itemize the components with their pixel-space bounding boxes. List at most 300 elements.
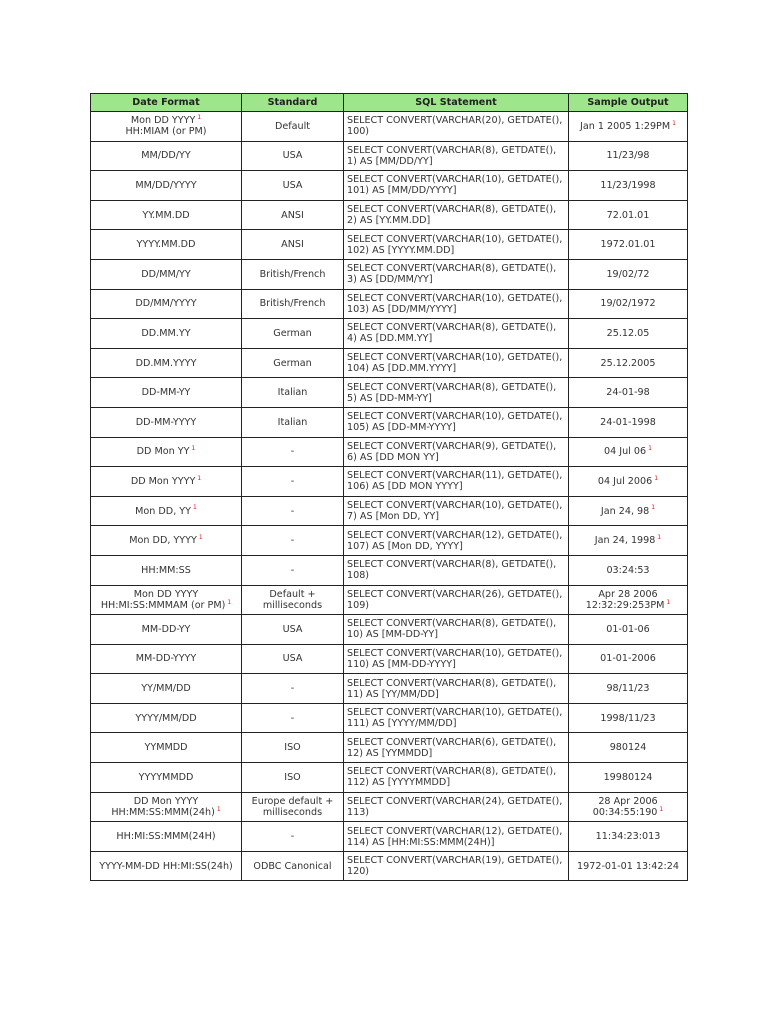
sql-statement-cell-text: SELECT CONVERT(VARCHAR(8), GETDATE(), <box>347 144 557 156</box>
sample-output-cell-line <box>571 535 685 546</box>
sql-statement-cell-line <box>347 263 566 274</box>
footnote-marker: 1 <box>197 474 202 482</box>
standard-cell <box>242 259 344 289</box>
standard-cell <box>242 585 344 615</box>
date-format-cell-line <box>93 861 239 872</box>
date-format-cell-text: DD-MM-YY <box>141 387 191 399</box>
sample-output-cell-text: 12:32:29:253PM <box>585 599 665 611</box>
sample-output-cell-line <box>571 600 685 611</box>
sample-output-cell-line <box>571 653 685 664</box>
sample-output-cell-text: 24-01-1998 <box>600 416 656 428</box>
sql-statement-cell-text: SELECT CONVERT(VARCHAR(8), GETDATE(), <box>347 559 557 571</box>
standard-cell-text: ISO <box>284 771 301 783</box>
table-row <box>91 585 688 615</box>
table-row <box>91 763 688 793</box>
sample-output-cell-line <box>571 742 685 753</box>
standard-cell-text: ODBC Canonical <box>253 860 332 872</box>
sql-statement-cell-text: SELECT CONVERT(VARCHAR(9), GETDATE(), <box>347 440 557 452</box>
sql-statement-cell-line <box>347 422 566 433</box>
date-format-cell <box>91 141 242 171</box>
standard-cell <box>242 319 344 349</box>
sample-output-cell-text: 01-01-2006 <box>600 653 656 665</box>
standard-cell-text: Default <box>274 120 311 132</box>
sql-statement-cell-text: SELECT CONVERT(VARCHAR(8), GETDATE(), <box>347 618 557 630</box>
date-format-cell <box>91 407 242 437</box>
date-format-cell <box>91 289 242 319</box>
sql-statement-cell-text: SELECT CONVERT(VARCHAR(24), GETDATE(), <box>347 795 563 807</box>
sample-output-cell-line <box>571 831 685 842</box>
sql-statement-cell-text: SELECT CONVERT(VARCHAR(10), GETDATE(), <box>347 707 563 719</box>
date-format-cell-line <box>93 683 239 694</box>
sql-statement-cell <box>344 851 569 881</box>
standard-cell-line <box>244 742 341 753</box>
standard-cell <box>242 763 344 793</box>
sample-output-cell-text: 24-01-98 <box>606 387 650 399</box>
date-format-cell-line <box>93 115 239 126</box>
sample-output-cell-line <box>571 565 685 576</box>
table-row <box>91 289 688 319</box>
sql-statement-cell-text: 10) AS [MM-DD-YY] <box>347 629 439 641</box>
date-format-cell-line <box>93 653 239 664</box>
sql-statement-cell-line <box>347 145 566 156</box>
sql-statement-cell-line <box>347 648 566 659</box>
standard-cell <box>242 703 344 733</box>
standard-cell <box>242 822 344 852</box>
footnote-marker: 1 <box>191 445 196 453</box>
sample-output-cell <box>569 289 688 319</box>
sample-output-cell <box>569 851 688 881</box>
sample-output-cell-text: 01-01-06 <box>606 623 650 635</box>
sample-output-cell-line <box>571 210 685 221</box>
sample-output-cell-text: 11:34:23:013 <box>595 831 661 843</box>
standard-cell-line <box>244 600 341 611</box>
sql-statement-cell-line <box>347 707 566 718</box>
table-row <box>91 644 688 674</box>
sample-output-cell-text: 1972.01.01 <box>600 239 656 251</box>
footnote-marker: 1 <box>193 504 197 512</box>
sql-statement-cell-line <box>347 293 566 304</box>
footnote-marker: 1 <box>197 114 202 122</box>
sql-statement-cell-line <box>347 807 566 818</box>
sample-output-cell <box>569 792 688 822</box>
sql-statement-cell-text: SELECT CONVERT(VARCHAR(6), GETDATE(), <box>347 736 557 748</box>
date-format-cell-line <box>93 476 239 487</box>
sql-statement-cell-line <box>347 115 566 126</box>
sql-statement-cell-line <box>347 363 566 374</box>
standard-cell <box>242 851 344 881</box>
sql-statement-cell-line <box>347 382 566 393</box>
sample-output-cell-line <box>571 772 685 783</box>
table-row <box>91 703 688 733</box>
sql-statement-cell-text: SELECT CONVERT(VARCHAR(10), GETDATE(), <box>347 292 563 304</box>
sql-statement-cell-line <box>347 352 566 363</box>
standard-cell-line <box>244 624 341 635</box>
table-row <box>91 112 688 142</box>
sql-statement-cell-text: 3) AS [DD/MM/YY] <box>347 274 433 286</box>
sql-statement-cell-line <box>347 866 566 877</box>
sample-output-cell <box>569 378 688 408</box>
sql-statement-cell-text: SELECT CONVERT(VARCHAR(8), GETDATE(), <box>347 766 557 778</box>
sql-statement-cell-text: 4) AS [DD.MM.YY] <box>347 333 433 345</box>
standard-cell-line <box>244 358 341 369</box>
date-format-cell-line <box>93 589 239 600</box>
sql-statement-cell-text: 102) AS [YYYY.MM.DD] <box>347 244 455 256</box>
date-format-cell <box>91 703 242 733</box>
sample-output-cell-text: 98/11/23 <box>606 683 650 695</box>
date-format-cell-line <box>93 269 239 280</box>
sql-statement-cell-line <box>347 156 566 167</box>
standard-cell-text: British/French <box>259 298 326 310</box>
sample-output-cell-line <box>571 683 685 694</box>
standard-cell-line <box>244 387 341 398</box>
sql-statement-cell-line <box>347 629 566 640</box>
sample-output-cell-line <box>571 417 685 428</box>
sample-output-cell-text: Apr 28 2006 <box>598 588 658 600</box>
date-format-cell-text: HH:MI:SS:MMM(24H) <box>116 831 216 843</box>
sample-output-cell <box>569 822 688 852</box>
sql-statement-cell <box>344 792 569 822</box>
sql-statement-cell-text: SELECT CONVERT(VARCHAR(8), GETDATE(), <box>347 263 557 275</box>
date-format-table <box>90 93 688 881</box>
sql-statement-cell <box>344 407 569 437</box>
sample-output-cell <box>569 437 688 467</box>
standard-cell-line <box>244 713 341 724</box>
footnote-marker: 1 <box>654 474 659 482</box>
sample-output-cell <box>569 674 688 704</box>
sample-output-cell <box>569 171 688 201</box>
sql-statement-cell-text: 110) AS [MM-DD-YYYY] <box>347 658 456 670</box>
sample-output-cell <box>569 467 688 497</box>
sql-statement-cell-line <box>347 126 566 137</box>
date-format-cell-line <box>93 565 239 576</box>
sql-statement-cell-line <box>347 600 566 611</box>
sample-output-cell-line <box>571 476 685 487</box>
standard-cell-text: USA <box>282 150 303 162</box>
sql-statement-cell-line <box>347 689 566 700</box>
date-format-cell <box>91 230 242 260</box>
date-format-cell-text: DD.MM.YY <box>141 327 191 339</box>
date-format-cell-text: Mon DD YYYY <box>133 588 199 600</box>
date-format-cell-text: Mon DD YYYY <box>130 115 196 127</box>
date-format-cell <box>91 259 242 289</box>
sql-statement-cell-text: SELECT CONVERT(VARCHAR(12), GETDATE(), <box>347 825 563 837</box>
date-format-cell <box>91 437 242 467</box>
sql-statement-cell-text: 104) AS [DD.MM.YYYY] <box>347 363 457 375</box>
standard-cell-line <box>244 807 341 818</box>
date-format-cell-text: DD/MM/YYYY <box>135 298 197 310</box>
standard-cell <box>242 437 344 467</box>
sql-statement-cell-text: 11) AS [YY/MM/DD] <box>347 688 439 700</box>
date-format-cell-line <box>93 358 239 369</box>
standard-cell-text: ISO <box>284 742 301 754</box>
sql-statement-cell-text: 100) <box>347 126 370 138</box>
sample-output-cell <box>569 763 688 793</box>
sql-statement-cell <box>344 585 569 615</box>
sample-output-cell-text: 1998/11/23 <box>600 712 656 724</box>
date-format-cell-text: YY/MM/DD <box>141 683 191 695</box>
table-row <box>91 496 688 526</box>
standard-cell-text: Default + <box>269 588 316 600</box>
sql-statement-cell-line <box>347 837 566 848</box>
standard-cell-text: - <box>290 564 295 576</box>
sql-statement-cell-line <box>347 737 566 748</box>
sql-statement-cell-text: SELECT CONVERT(VARCHAR(10), GETDATE(), <box>347 647 563 659</box>
sample-output-cell-line <box>571 358 685 369</box>
column-header-sample-output: Sample Output <box>569 94 688 112</box>
sample-output-cell <box>569 259 688 289</box>
sql-statement-cell-line <box>347 541 566 552</box>
date-format-cell-line <box>93 150 239 161</box>
date-format-cell-line <box>93 535 239 546</box>
sample-output-cell-text: 980124 <box>609 742 647 754</box>
standard-cell-text: milliseconds <box>262 806 323 818</box>
sql-statement-cell-text: SELECT CONVERT(VARCHAR(10), GETDATE(), <box>347 233 563 245</box>
sample-output-cell-text: 11/23/1998 <box>600 179 656 191</box>
date-format-cell <box>91 733 242 763</box>
sample-output-cell <box>569 348 688 378</box>
sample-output-cell <box>569 112 688 142</box>
date-format-cell-text: HH:MI:SS:MMMAM (or PM) <box>100 599 226 611</box>
date-format-cell-line <box>93 600 239 611</box>
date-format-cell-line <box>93 417 239 428</box>
sql-statement-cell <box>344 230 569 260</box>
table-row <box>91 851 688 881</box>
sample-output-cell-text: 19/02/72 <box>606 268 650 280</box>
standard-cell <box>242 496 344 526</box>
date-format-cell <box>91 496 242 526</box>
date-format-cell-line <box>93 624 239 635</box>
sql-statement-cell-text: SELECT CONVERT(VARCHAR(8), GETDATE(), <box>347 677 557 689</box>
standard-cell <box>242 555 344 585</box>
sql-statement-cell-line <box>347 470 566 481</box>
sample-output-cell <box>569 141 688 171</box>
standard-cell-text: - <box>290 505 295 517</box>
date-format-cell-text: YYYYMMDD <box>138 771 194 783</box>
date-format-cell-text: DD Mon YYYY <box>130 475 196 487</box>
standard-cell-text: milliseconds <box>262 599 323 611</box>
sql-statement-cell <box>344 378 569 408</box>
table-row <box>91 526 688 556</box>
sql-statement-cell-text: SELECT CONVERT(VARCHAR(8), GETDATE(), <box>347 204 557 216</box>
date-format-cell <box>91 378 242 408</box>
date-format-cell-line <box>93 446 239 457</box>
standard-cell-text: ANSI <box>281 209 304 221</box>
sql-statement-cell-line <box>347 659 566 670</box>
standard-cell <box>242 733 344 763</box>
sql-statement-cell-text: 112) AS [YYYYMMDD] <box>347 777 451 789</box>
date-format-cell-line <box>93 328 239 339</box>
date-format-cell <box>91 555 242 585</box>
table-row <box>91 437 688 467</box>
sample-output-cell-text: 00:34:55:190 <box>592 806 658 818</box>
standard-cell-text: ANSI <box>281 239 304 251</box>
sql-statement-cell <box>344 822 569 852</box>
date-format-cell <box>91 644 242 674</box>
column-header-standard: Standard <box>242 94 344 112</box>
sql-statement-cell-line <box>347 411 566 422</box>
standard-cell-text: - <box>290 475 295 487</box>
standard-cell <box>242 615 344 645</box>
standard-cell-text: British/French <box>259 268 326 280</box>
sql-statement-cell <box>344 437 569 467</box>
sample-output-cell <box>569 526 688 556</box>
date-format-cell <box>91 319 242 349</box>
sql-statement-cell <box>344 644 569 674</box>
standard-cell-line <box>244 298 341 309</box>
date-format-cell-text: Mon DD, YY <box>135 505 192 517</box>
sql-statement-cell-line <box>347 174 566 185</box>
sql-statement-cell-line <box>347 274 566 285</box>
standard-cell-text: - <box>290 683 295 695</box>
sql-statement-cell-text: SELECT CONVERT(VARCHAR(10), GETDATE(), <box>347 352 563 364</box>
date-format-cell-text: HH:MIAM (or PM) <box>125 126 207 138</box>
sample-output-cell <box>569 555 688 585</box>
sql-statement-cell-line <box>347 826 566 837</box>
date-format-cell-line <box>93 831 239 842</box>
sample-output-cell <box>569 319 688 349</box>
sample-output-cell-text: Jan 1 2005 1:29PM <box>580 120 671 132</box>
date-format-cell-line <box>93 742 239 753</box>
sql-statement-cell-line <box>347 589 566 600</box>
sql-statement-cell <box>344 467 569 497</box>
sample-output-cell-line <box>571 861 685 872</box>
standard-cell <box>242 348 344 378</box>
standard-cell-line <box>244 772 341 783</box>
date-format-cell <box>91 792 242 822</box>
footnote-marker: 1 <box>227 598 232 606</box>
sample-output-cell-line <box>571 328 685 339</box>
sql-statement-cell <box>344 674 569 704</box>
standard-cell <box>242 378 344 408</box>
table-row <box>91 141 688 171</box>
standard-cell-text: - <box>290 712 295 724</box>
standard-cell-text: - <box>290 831 295 843</box>
table-row <box>91 171 688 201</box>
date-format-cell-text: YYMMDD <box>144 742 188 754</box>
table-body <box>91 112 688 881</box>
standard-cell-line <box>244 565 341 576</box>
standard-cell-line <box>244 417 341 428</box>
sample-output-cell <box>569 703 688 733</box>
date-format-cell <box>91 822 242 852</box>
standard-cell-line <box>244 506 341 517</box>
sql-statement-cell-text: SELECT CONVERT(VARCHAR(8), GETDATE(), <box>347 322 557 334</box>
sql-statement-cell-line <box>347 618 566 629</box>
sample-output-cell-line <box>571 713 685 724</box>
standard-cell-line <box>244 121 341 132</box>
sql-statement-cell-text: 109) <box>347 599 370 611</box>
table-row <box>91 319 688 349</box>
date-format-cell-text: MM/DD/YY <box>141 150 191 162</box>
date-format-cell <box>91 112 242 142</box>
table-row <box>91 259 688 289</box>
sql-statement-cell <box>344 348 569 378</box>
standard-cell <box>242 289 344 319</box>
date-format-cell-text: HH:MM:SS <box>141 564 191 576</box>
date-format-cell <box>91 200 242 230</box>
sql-statement-cell-text: SELECT CONVERT(VARCHAR(10), GETDATE(), <box>347 500 563 512</box>
sql-statement-cell-text: 114) AS [HH:MI:SS:MMM(24H)] <box>347 836 495 848</box>
sample-output-cell-line <box>571 387 685 398</box>
standard-cell-text: Italian <box>277 387 308 399</box>
sample-output-cell-text: 72.01.01 <box>606 209 650 221</box>
standard-cell-line <box>244 653 341 664</box>
sql-statement-cell-text: SELECT CONVERT(VARCHAR(10), GETDATE(), <box>347 411 563 423</box>
sql-statement-cell-line <box>347 322 566 333</box>
sql-statement-cell-line <box>347 234 566 245</box>
date-format-cell-line <box>93 298 239 309</box>
table-header-row <box>91 94 688 112</box>
standard-cell <box>242 407 344 437</box>
sql-statement-cell-line <box>347 718 566 729</box>
sql-statement-cell-text: 106) AS [DD MON YYYY] <box>347 481 463 493</box>
sample-output-cell-line <box>571 624 685 635</box>
column-header-date-format: Date Format <box>91 94 242 112</box>
sql-statement-cell-line <box>347 766 566 777</box>
sample-output-cell-line <box>571 121 685 132</box>
footnote-marker: 1 <box>651 504 656 512</box>
standard-cell-line <box>244 861 341 872</box>
standard-cell-text: German <box>273 357 312 369</box>
sample-output-cell <box>569 733 688 763</box>
sample-output-cell-line <box>571 506 685 517</box>
standard-cell-line <box>244 796 341 807</box>
table-row <box>91 555 688 585</box>
table-row <box>91 200 688 230</box>
sql-statement-cell <box>344 615 569 645</box>
sql-statement-cell-line <box>347 245 566 256</box>
footnote-marker: 1 <box>659 805 664 813</box>
sql-statement-cell <box>344 200 569 230</box>
footnote-marker: 1 <box>657 533 662 541</box>
sql-statement-cell-text: SELECT CONVERT(VARCHAR(12), GETDATE(), <box>347 529 563 541</box>
column-header-sql-statement: SQL Statement <box>344 94 569 112</box>
date-format-cell-line <box>93 239 239 250</box>
sample-output-cell-text: 19980124 <box>603 771 653 783</box>
sql-statement-cell-text: SELECT CONVERT(VARCHAR(11), GETDATE(), <box>347 470 563 482</box>
date-format-cell-line <box>93 387 239 398</box>
sample-output-cell-line <box>571 150 685 161</box>
sql-statement-cell-text: 7) AS [Mon DD, YY] <box>347 511 439 523</box>
date-format-cell-text: YY.MM.DD <box>142 209 190 221</box>
sample-output-cell-text: 04 Jul 2006 <box>597 475 653 487</box>
standard-cell-text: German <box>273 327 312 339</box>
sql-statement-cell-text: 12) AS [YYMMDD] <box>347 747 433 759</box>
sample-output-cell <box>569 615 688 645</box>
date-format-cell <box>91 763 242 793</box>
date-format-cell <box>91 585 242 615</box>
sql-statement-cell-line <box>347 393 566 404</box>
sql-statement-cell-text: 111) AS [YYYY/MM/DD] <box>347 718 457 730</box>
sample-output-cell-text: 19/02/1972 <box>600 298 656 310</box>
sql-statement-cell <box>344 763 569 793</box>
sample-output-cell-line <box>571 807 685 818</box>
sample-output-cell <box>569 407 688 437</box>
sample-output-cell-line <box>571 180 685 191</box>
standard-cell-line <box>244 589 341 600</box>
standard-cell <box>242 141 344 171</box>
date-format-cell-text: Mon DD, YYYY <box>129 535 197 547</box>
date-format-cell <box>91 674 242 704</box>
sql-statement-cell <box>344 496 569 526</box>
footnote-marker: 1 <box>666 598 671 606</box>
table-row <box>91 792 688 822</box>
sample-output-cell-text: Jan 24, 1998 <box>594 535 656 547</box>
date-format-cell-text: DD-MM-YYYY <box>135 416 197 428</box>
sql-statement-cell-line <box>347 796 566 807</box>
sql-statement-cell-text: SELECT CONVERT(VARCHAR(20), GETDATE(), <box>347 115 563 127</box>
sample-output-cell-line <box>571 239 685 250</box>
